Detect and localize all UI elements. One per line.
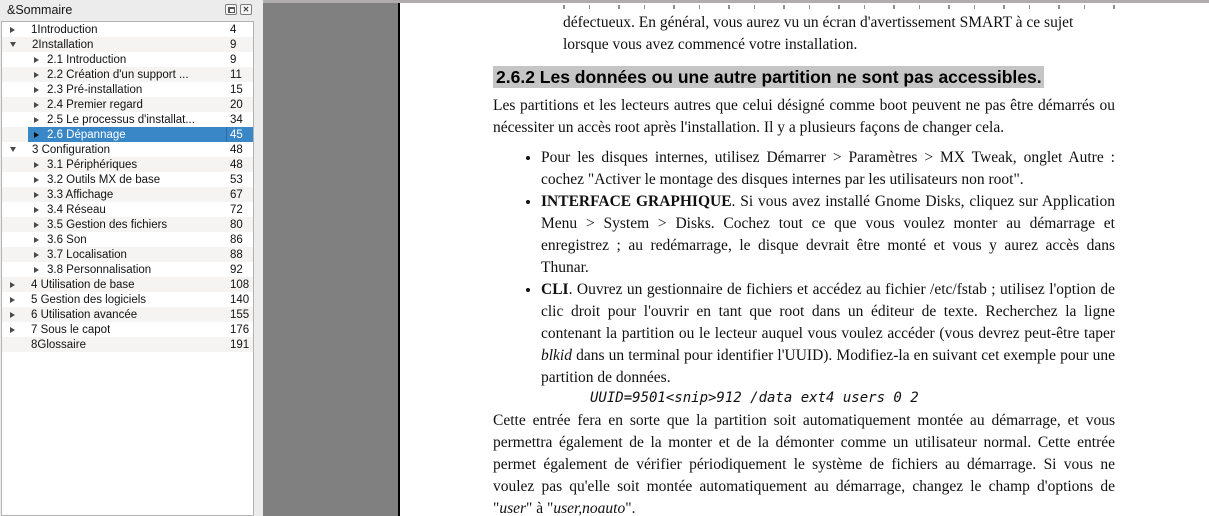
toc-item-2.6-dépannage[interactable] xyxy=(2,127,253,142)
toc-item-label: 2.6 Dépannage xyxy=(47,128,126,141)
toc-item-page: 140 xyxy=(230,293,250,306)
toc-item-page: 9 xyxy=(230,53,237,66)
inline-option: user xyxy=(499,500,527,516)
closing-text: ". xyxy=(625,500,636,516)
toc-item-label: 8Glossaire xyxy=(31,338,86,351)
toc-item-3.3-affichage[interactable] xyxy=(2,187,253,202)
code-line: UUID=9501<snip>912 /data ext4 users 0 2 xyxy=(590,390,919,406)
toc-item-label: 3.3 Affichage xyxy=(47,188,114,201)
bullet-text: Pour les disques internes, utilisez Démarrer > Paramètres > MX Tweak, onglet Autre : cochez "Activer le montage des disques internes par les utilisateurs non root". xyxy=(541,149,1115,188)
pdf-viewer-area[interactable] xyxy=(263,0,1209,516)
toc-item-label: 2.2 Création d'un support ... xyxy=(47,68,189,81)
expand-arrow-icon[interactable] xyxy=(10,312,15,318)
inline-option: user,noauto xyxy=(553,500,626,516)
expand-arrow-icon[interactable] xyxy=(34,237,39,243)
toc-item-label: 3 Configuration xyxy=(32,143,110,156)
bullet-item xyxy=(541,147,1115,191)
toc-item-page: 155 xyxy=(230,308,250,321)
toc-item-5-gestion-des-logiciels[interactable] xyxy=(2,292,253,307)
toc-item-2installation[interactable] xyxy=(2,37,253,52)
toc-item-label: 2.1 Introduction xyxy=(47,53,127,66)
toc-title: &Sommaire xyxy=(7,3,73,17)
expand-arrow-icon[interactable] xyxy=(34,162,39,168)
toc-item-2.5-le-processus-d-installat...[interactable] xyxy=(2,112,253,127)
toc-item-label: 2.3 Pré-installation xyxy=(47,83,143,96)
previous-paragraph-fragment xyxy=(563,12,1115,56)
clipped-text-line xyxy=(563,5,1115,9)
bullet-text: . Si vous avez installé Gnome Disks, cliquez sur Application Menu > System > Disks. Cochez tout ce que vous voulez monter au démarrage et enregistrez ; au redémarrage, le disque devrait être monté et vous y aurez accès dans Thunar. xyxy=(541,193,1115,276)
toc-item-page: 176 xyxy=(230,323,250,336)
toc-item-page: 191 xyxy=(230,338,250,351)
toc-item-page: 48 xyxy=(230,158,243,171)
bullet-item xyxy=(541,191,1115,279)
toc-item-label: 1Introduction xyxy=(31,23,98,36)
expand-arrow-icon[interactable] xyxy=(34,132,39,138)
toc-item-page: 9 xyxy=(230,38,237,51)
toc-item-7-sous-le-capot[interactable] xyxy=(2,322,253,337)
toc-item-8glossaire[interactable] xyxy=(2,337,253,352)
toc-item-label: 2.5 Le processus d'installat... xyxy=(47,113,195,126)
toc-item-page: 80 xyxy=(230,218,243,231)
toc-item-page: 88 xyxy=(230,248,243,261)
fragment-line: défectueux. En général, vous aurez vu un écran d'avertissement SMART à ce sujet xyxy=(563,14,1074,31)
bullet-text: . Ouvrez un gestionnaire de fichiers et accédez au fichier /etc/fstab ; utilisez l'option de clic droit pour l'ouvrir en tant que root dans un éditeur de texte. Recherchez la ligne contenant la partition ou le lecteur auquel vous voulez accéder (vous devrez peut-être taper xyxy=(541,281,1115,342)
close-icon[interactable]: ✕ xyxy=(240,4,252,15)
toc-item-2.2-création-d-un-support-...[interactable] xyxy=(2,67,253,82)
document-page xyxy=(398,3,1209,516)
section-heading xyxy=(493,66,1115,89)
bullet-text: dans un terminal pour identifier l'UUID). Modifiez-la en suivant cet exemple pour une partition de données. xyxy=(541,347,1115,386)
toc-item-4-utilisation-de-base[interactable] xyxy=(2,277,253,292)
toc-item-page: 4 xyxy=(230,23,237,36)
toc-item-2.1-introduction[interactable] xyxy=(2,52,253,67)
expand-arrow-icon[interactable] xyxy=(34,252,39,258)
closing-text: " à " xyxy=(526,500,554,516)
expand-arrow-icon[interactable] xyxy=(34,222,39,228)
bullet-item xyxy=(541,279,1115,389)
expand-arrow-icon[interactable] xyxy=(34,57,39,63)
paragraph-closing xyxy=(493,410,1115,516)
toc-item-3.5-gestion-des-fichiers[interactable] xyxy=(2,217,253,232)
float-window-icon-glyph2 xyxy=(229,8,235,13)
inline-command: blkid xyxy=(541,347,572,364)
toc-item-3.7-localisation[interactable] xyxy=(2,247,253,262)
toc-item-page: 34 xyxy=(230,113,243,126)
expand-arrow-icon[interactable] xyxy=(34,72,39,78)
toc-item-3.2-outils-mx-de-base[interactable] xyxy=(2,172,253,187)
expand-arrow-icon[interactable] xyxy=(10,327,15,333)
expand-arrow-icon[interactable] xyxy=(34,87,39,93)
toc-item-3.8-personnalisation[interactable] xyxy=(2,262,253,277)
toc-item-page: 20 xyxy=(230,98,243,111)
toc-item-page: 45 xyxy=(226,127,253,142)
bullet-bold-lead: INTERFACE GRAPHIQUE xyxy=(541,193,732,210)
toc-dock-titlebar xyxy=(0,0,255,21)
toc-item-label: 7 Sous le capot xyxy=(31,323,111,336)
section-heading-text: 2.6.2 Les données ou une autre partition ne sont pas accessibles. xyxy=(493,66,1044,88)
expand-arrow-icon[interactable] xyxy=(10,297,15,303)
toc-item-label: 6 Utilisation avancée xyxy=(31,308,138,321)
float-window-icon[interactable] xyxy=(225,4,237,15)
toc-item-2.3-pré-installation[interactable] xyxy=(2,82,253,97)
toc-sidebar xyxy=(0,0,255,516)
toc-item-3.6-son[interactable] xyxy=(2,232,253,247)
paragraph-intro: Les partitions et les lecteurs autres que celui désigné comme boot peuvent ne pas être démarrés ou nécessiter un accès root après l'installation. Il y a plusieurs façons de changer cela. xyxy=(493,97,1115,136)
toc-item-label: 2.4 Premier regard xyxy=(47,98,143,111)
collapse-arrow-icon[interactable] xyxy=(10,147,16,152)
expand-arrow-icon[interactable] xyxy=(34,102,39,108)
expand-arrow-icon[interactable] xyxy=(10,27,15,33)
expand-arrow-icon[interactable] xyxy=(10,282,15,288)
toc-item-label: 5 Gestion des logiciels xyxy=(31,293,147,306)
expand-arrow-icon[interactable] xyxy=(34,177,39,183)
bullet-bold-lead: CLI xyxy=(541,281,569,298)
expand-arrow-icon[interactable] xyxy=(34,267,39,273)
toc-item-6-utilisation-avancée[interactable] xyxy=(2,307,253,322)
toc-item-label: 3.8 Personnalisation xyxy=(47,263,152,276)
toc-item-3.1-périphériques[interactable] xyxy=(2,157,253,172)
expand-arrow-icon[interactable] xyxy=(34,207,39,213)
toc-item-page: 108 xyxy=(230,278,250,291)
toc-item-2.4-premier-regard[interactable] xyxy=(2,97,253,112)
toc-item-label: 3.6 Son xyxy=(47,233,87,246)
toc-item-page: 86 xyxy=(230,233,243,246)
toc-item-label: 3.1 Périphériques xyxy=(47,158,138,171)
fragment-line: lorsque vous avez commencé votre installation. xyxy=(563,36,858,53)
toc-item-3.4-réseau[interactable] xyxy=(2,202,253,217)
toc-item-page: 11 xyxy=(230,68,242,81)
toc-item-page: 67 xyxy=(230,188,243,201)
toc-item-1introduction[interactable] xyxy=(2,22,253,37)
toc-item-page: 53 xyxy=(230,173,243,186)
no-arrow-spacer xyxy=(10,344,15,345)
closing-text: Cette entrée fera en sorte que la partition soit automatiquement montée au démarrage, et vous permettra également de la monter et de la démonter comme un utilisateur normal. Cette entrée permet également de vérifier périodiquement le système de fichiers au démarrage. Si vous ne voulez pas qu'elle soit montée automatiquement au démarrage, changez le champ d'options de " xyxy=(493,412,1115,516)
expand-arrow-icon[interactable] xyxy=(34,117,39,123)
expand-arrow-icon[interactable] xyxy=(34,192,39,198)
bullet-list xyxy=(493,147,1115,389)
toc-item-label: 3.5 Gestion des fichiers xyxy=(47,218,168,231)
toc-item-label: 3.7 Localisation xyxy=(47,248,127,261)
toc-item-label: 3.2 Outils MX de base xyxy=(47,173,161,186)
toc-item-page: 72 xyxy=(230,203,243,216)
toc-item-3-configuration[interactable] xyxy=(2,142,253,157)
toc-item-label: 3.4 Réseau xyxy=(47,203,106,216)
toc-item-label: 4 Utilisation de base xyxy=(31,278,135,291)
toc-item-label: 2Installation xyxy=(32,38,94,51)
toc-item-page: 48 xyxy=(230,143,243,156)
toc-tree[interactable] xyxy=(1,21,254,516)
toc-item-page: 15 xyxy=(230,83,243,96)
toc-item-page: 92 xyxy=(230,263,243,276)
collapse-arrow-icon[interactable] xyxy=(10,42,16,47)
